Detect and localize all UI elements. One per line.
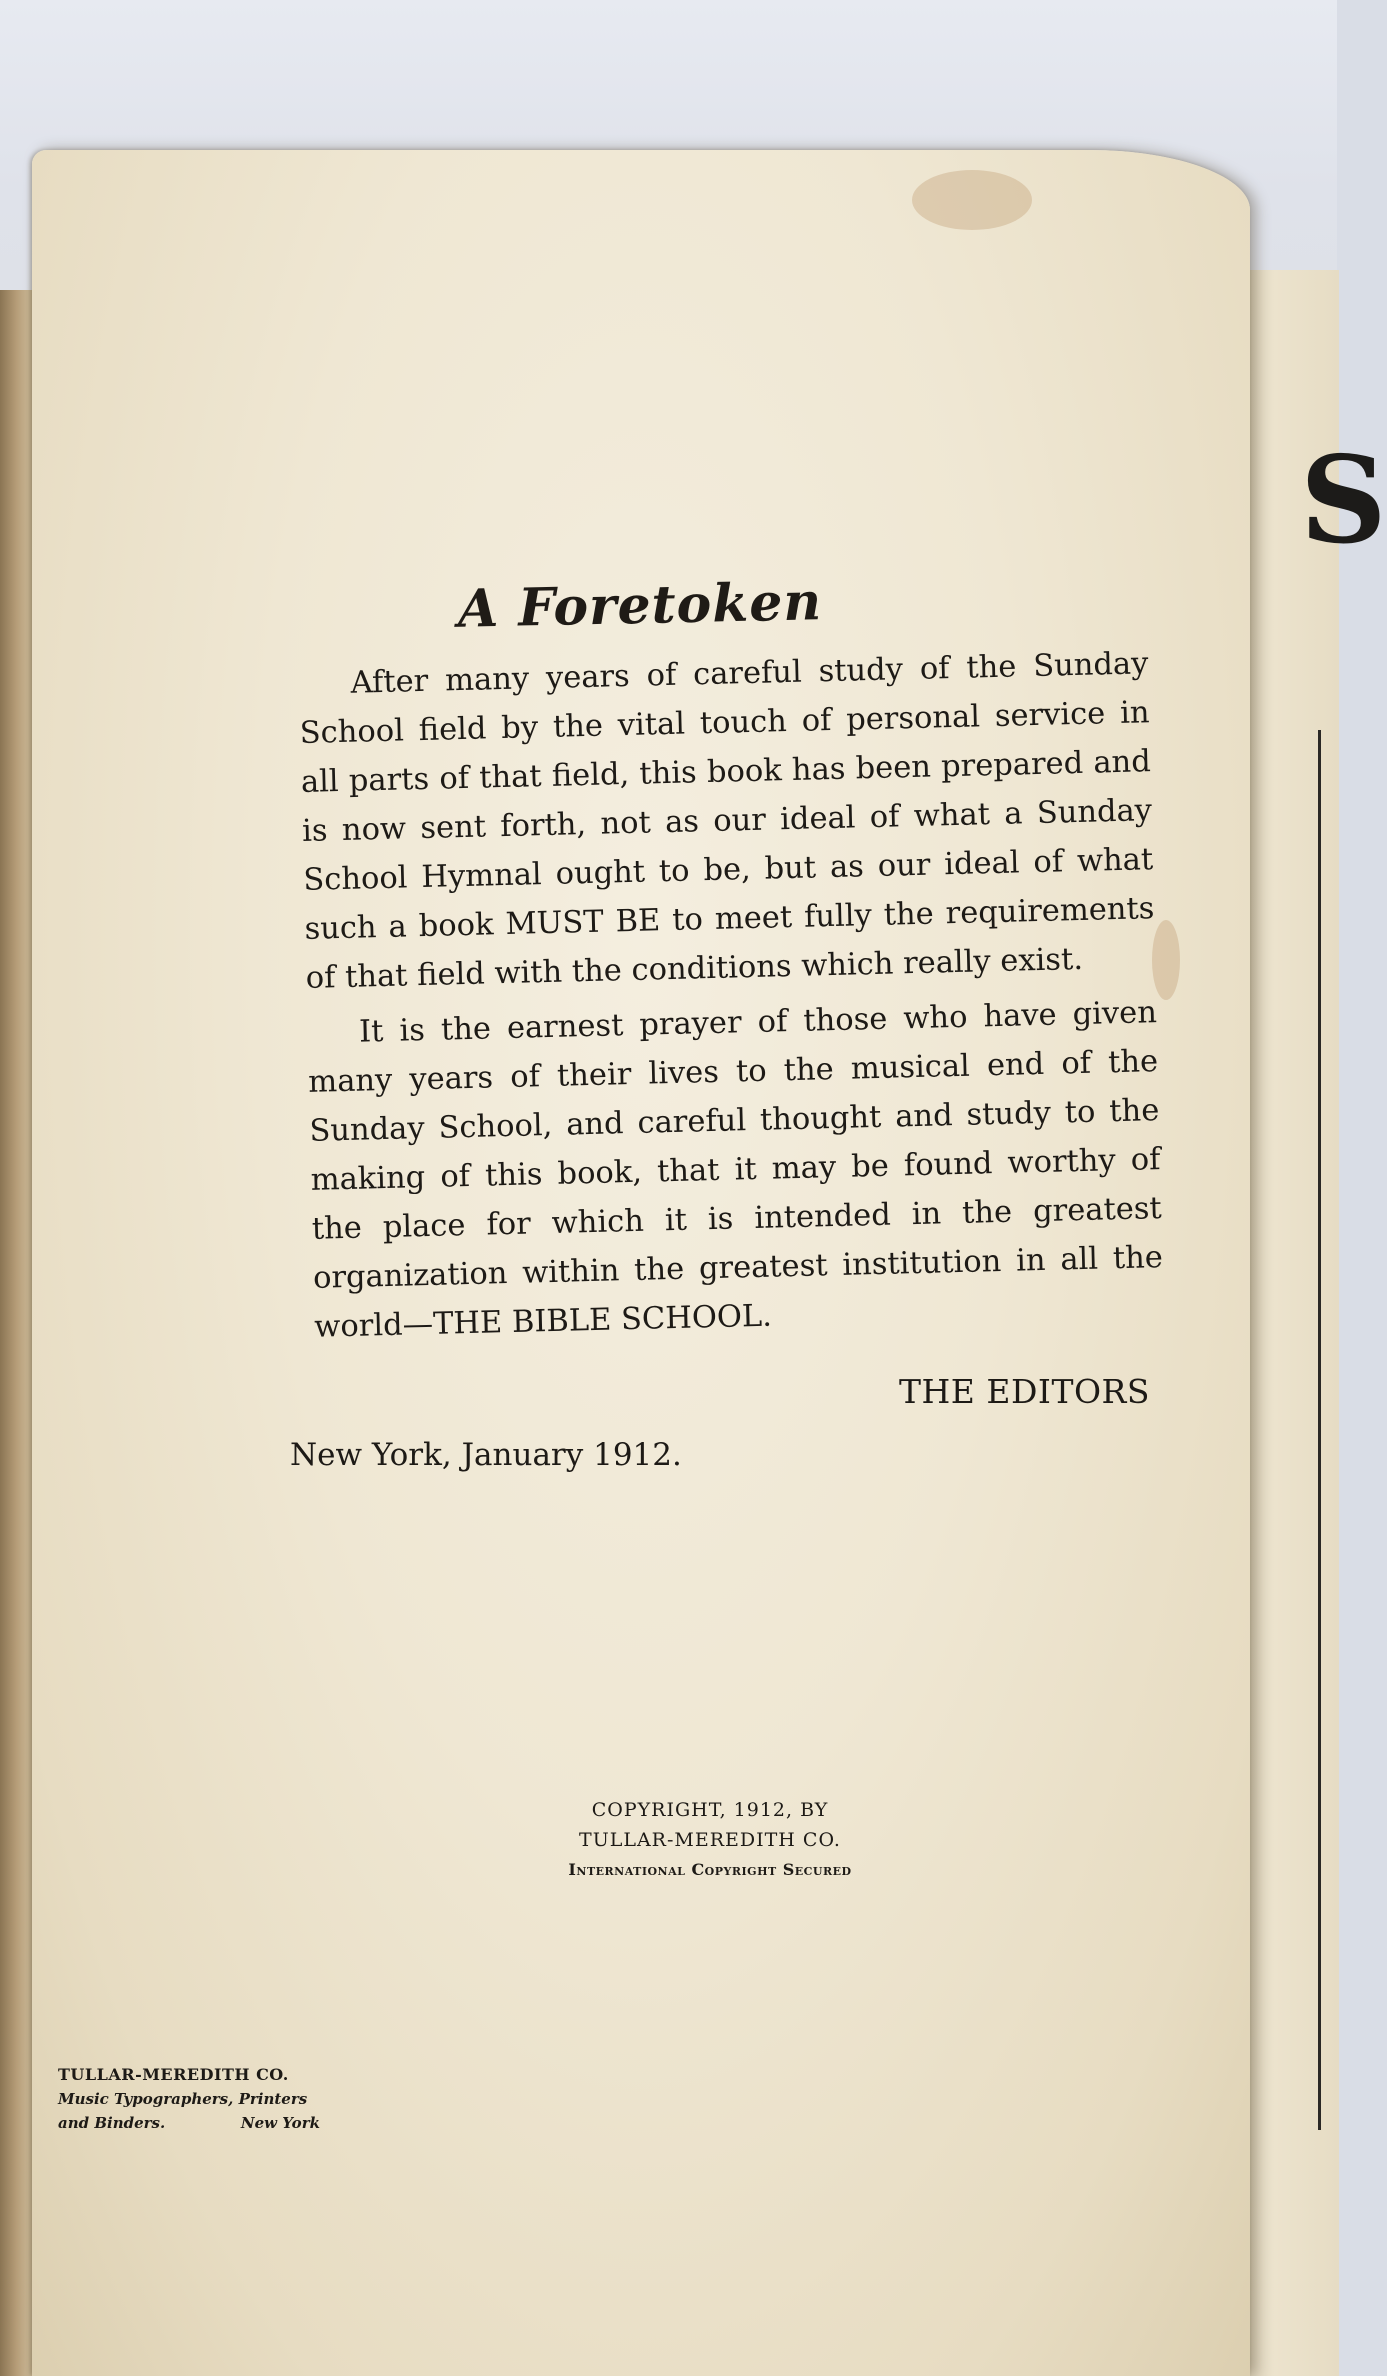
imprint-binders-row bbox=[58, 2111, 320, 2135]
book-spine-edge bbox=[0, 290, 36, 2376]
copyright-notice bbox=[480, 1795, 940, 1885]
copyright-line: COPYRIGHT, 1912, BY bbox=[591, 1799, 829, 1821]
paragraph: It is the earnest prayer of those who have given many years of their lives to the musical end of the Sunday School, and careful thought and study to the making of this book, that it may be found worthy of the place for which it is intended in the greatest organization within the greatest institution in all the world—THE BIBLE SCHOOL. bbox=[307, 995, 1164, 1345]
paper-stain bbox=[912, 170, 1032, 230]
next-page-letter: S bbox=[1300, 430, 1387, 571]
dateline: New York, January 1912. bbox=[290, 1437, 682, 1473]
imprint-city: New York bbox=[240, 2114, 320, 2132]
copyright-holder: TULLAR-MEREDITH CO. bbox=[579, 1829, 841, 1851]
page-title: A Foretoken bbox=[457, 571, 823, 640]
imprint-company: TULLAR-MEREDITH CO. bbox=[58, 2065, 289, 2084]
imprint-binders: and Binders. bbox=[58, 2114, 166, 2132]
next-page-border bbox=[1318, 730, 1329, 2130]
paragraph: After many years of careful study of the Sunday School field by the vital touch of personal service in all parts of that field, this book has been prepared and is now sent forth, not as our ideal of what a Sunday School Hymnal ought to be, but as our ideal of what such a book MUST BE to meet fully the requirements of that field with the conditions which really exist. bbox=[299, 646, 1155, 996]
imprint-services: Music Typographers, Printers bbox=[58, 2090, 308, 2108]
copyright-secured: International Copyright Secured bbox=[568, 1860, 852, 1879]
signature: THE EDITORS bbox=[899, 1372, 1150, 1411]
foretoken-text bbox=[298, 639, 1165, 1352]
printer-imprint bbox=[58, 2063, 348, 2135]
